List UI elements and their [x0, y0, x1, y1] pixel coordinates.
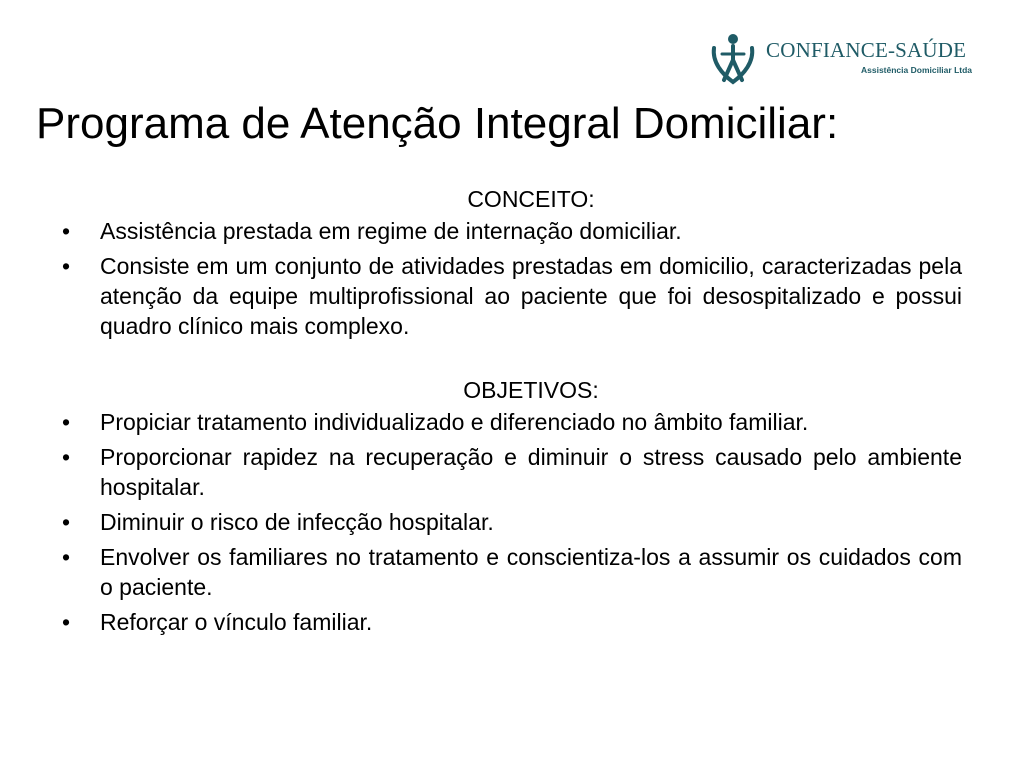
list-item [62, 442, 962, 502]
logo-subtitle: Assistência Domiciliar Ltda [861, 65, 973, 75]
section-heading: CONCEITO: [467, 186, 595, 212]
section-conceito [62, 184, 962, 341]
list-item-text: Reforçar o vínculo familiar. [100, 609, 373, 635]
bullet-icon: • [62, 253, 71, 279]
bullet-icon: • [62, 544, 71, 570]
list-item [62, 407, 962, 437]
slide-content [62, 184, 962, 637]
list-item [62, 507, 962, 537]
list-item [62, 607, 962, 637]
bullet-list [62, 216, 962, 341]
list-item [62, 542, 962, 602]
bullet-icon: • [62, 609, 71, 635]
logo-name: CONFIANCE-SAÚDE [766, 38, 967, 62]
list-item [62, 251, 962, 341]
section-objetivos [62, 375, 962, 637]
slide-title: Programa de Atenção Integral Domiciliar: [36, 99, 839, 148]
bullet-icon: • [62, 218, 71, 244]
list-item-text: Propiciar tratamento individualizado e diferenciado no âmbito familiar. [100, 409, 809, 435]
bullet-icon: • [62, 509, 71, 535]
section-spacer [62, 341, 962, 375]
list-item-text: Consiste em um conjunto de atividades prestadas em domicilio, caracterizadas pela atenção da equipe multiprofissional ao paciente que foi desospitalizado e possui quadro clínico mais complexo. [100, 253, 962, 339]
person-heart-logo-icon [704, 30, 762, 88]
list-item-text: Assistência prestada em regime de internação domiciliar. [100, 218, 682, 244]
list-item-text: Diminuir o risco de infecção hospitalar. [100, 509, 494, 535]
list-item-text: Envolver os familiares no tratamento e conscientiza-los a assumir os cuidados com o paciente. [100, 544, 962, 600]
section-heading: OBJETIVOS: [463, 377, 599, 403]
list-item-text: Proporcionar rapidez na recuperação e diminuir o stress causado pelo ambiente hospitalar. [100, 444, 962, 500]
company-logo [704, 30, 984, 90]
bullet-icon: • [62, 444, 71, 470]
list-item [62, 216, 962, 246]
bullet-list [62, 407, 962, 637]
bullet-icon: • [62, 409, 71, 435]
